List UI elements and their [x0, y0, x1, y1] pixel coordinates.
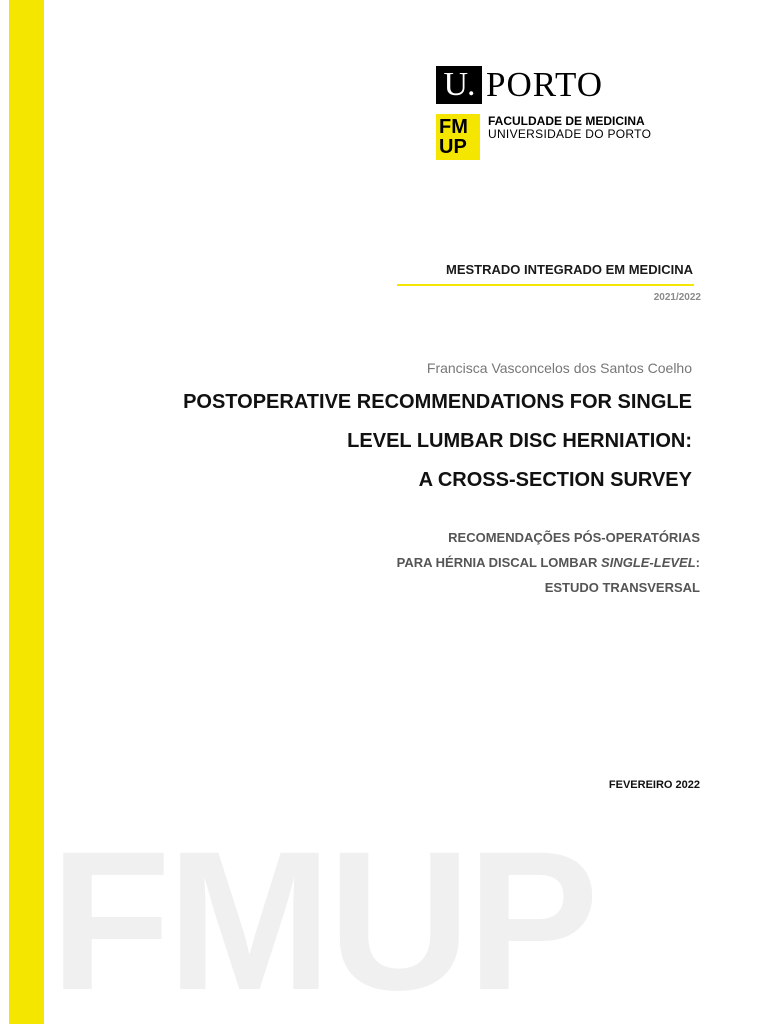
uporto-logo-text: PORTO: [486, 65, 604, 104]
faculty-name: [488, 115, 651, 141]
uporto-logo: [436, 66, 603, 104]
fmup-logo-line-1: FM: [439, 116, 468, 138]
uporto-logo-mark: U.: [436, 66, 482, 104]
thesis-title-line-1: POSTOPERATIVE RECOMMENDATIONS FOR SINGLE: [183, 391, 692, 413]
thesis-subtitle-line-2-suffix: :: [695, 555, 700, 570]
submission-date: FEVEREIRO 2022: [608, 779, 700, 791]
faculty-name-line-1: FACULDADE DE MEDICINA: [488, 114, 645, 128]
yellow-side-bar: [9, 0, 44, 1024]
faculty-name-line-2: UNIVERSIDADE DO PORTO: [488, 127, 652, 141]
author-name: Francisca Vasconcelos dos Santos Coelho: [426, 360, 692, 376]
fmup-logo: [436, 114, 480, 160]
thesis-subtitle-line-3: ESTUDO TRANSVERSAL: [544, 580, 700, 595]
thesis-subtitle-line-2-prefix: PARA HÉRNIA DISCAL LOMBAR: [396, 555, 602, 570]
academic-year: 2021/2022: [653, 292, 701, 303]
thesis-title-line-2: LEVEL LUMBAR DISC HERNIATION:: [347, 430, 692, 452]
thesis-subtitle-line-2-italic: SINGLE-LEVEL: [601, 555, 696, 570]
thesis-subtitle-line-1: RECOMENDAÇÕES PÓS-OPERATÓRIAS: [448, 530, 700, 545]
thesis-title-line-3: A CROSS-SECTION SURVEY: [418, 469, 692, 491]
thesis-subtitle: [280, 525, 700, 600]
course-name: MESTRADO INTEGRADO EM MEDICINA: [446, 262, 693, 277]
thesis-title: [72, 383, 692, 500]
fmup-watermark: FMUP: [50, 810, 595, 1024]
course-underline: [397, 284, 694, 286]
fmup-logo-line-2: UP: [439, 136, 467, 158]
thesis-subtitle-line-2: [280, 550, 700, 575]
